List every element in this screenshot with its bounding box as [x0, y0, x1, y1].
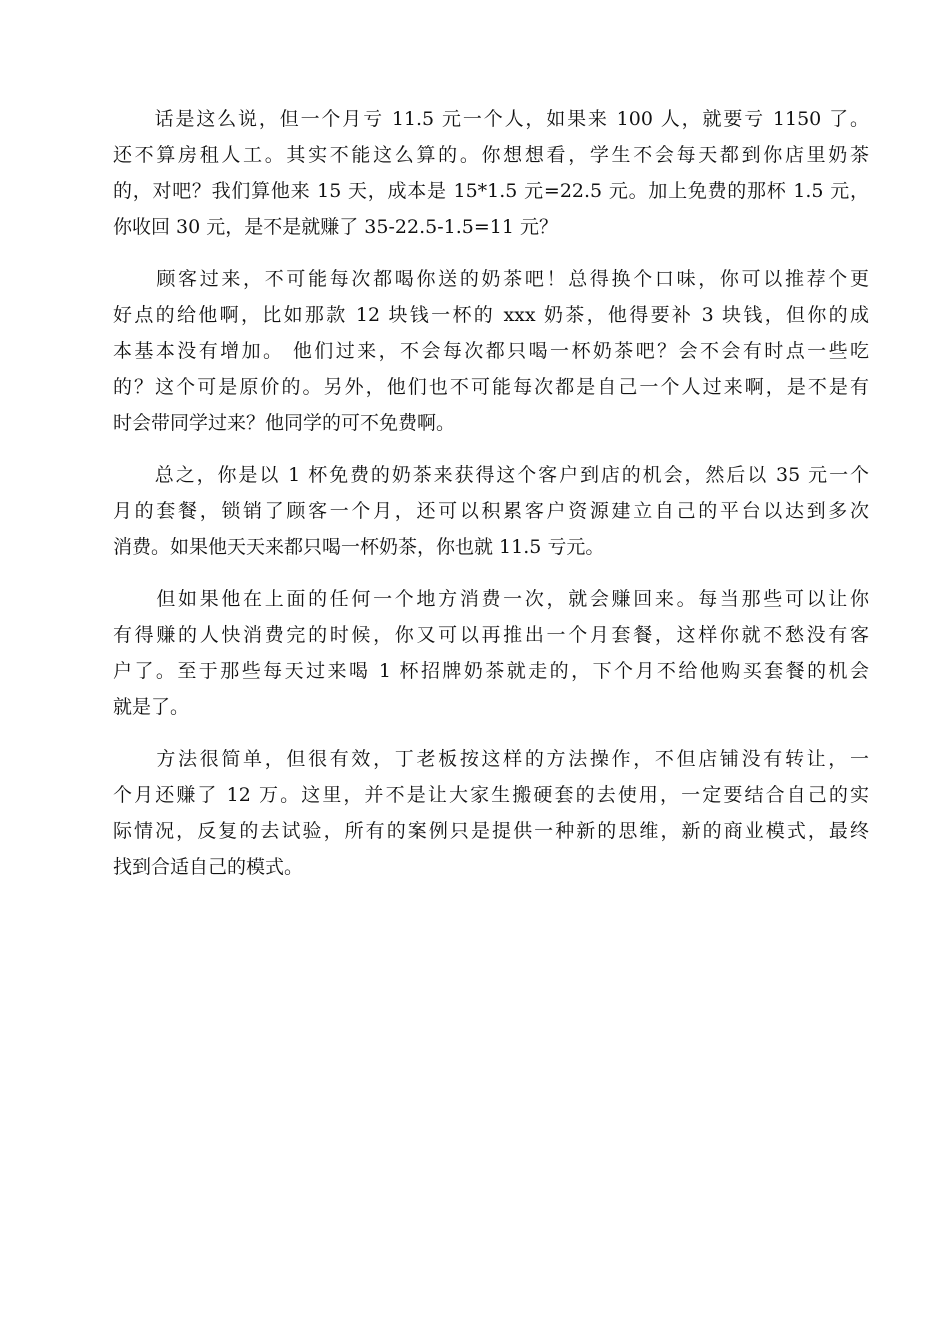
text-line: 月的套餐，锁销了顾客一个月，还可以积累客户资源建立自己的平台以达到多次	[113, 500, 869, 522]
text-line: 个月还赚了 12 万。这里，并不是让大家生搬硬套的去使用，一定要结合自己的实	[113, 784, 869, 806]
text-line: 还不算房租人工。其实不能这么算的。你想想看，学生不会每天都到你店里奶茶	[113, 144, 869, 166]
text-line: 话是这么说，但一个月亏 11.5 元一个人，如果来 100 人，就要亏 1150 了。	[113, 108, 869, 130]
text-line: 顾客过来，不可能每次都喝你送的奶茶吧！总得换个口味，你可以推荐个更	[113, 268, 869, 290]
paragraph-4	[113, 581, 869, 725]
text-line: 际情况，反复的去试验，所有的案例只是提供一种新的思维，新的商业模式，最终	[113, 820, 869, 842]
text-line: 就是了。	[113, 696, 190, 718]
text-line: 本基本没有增加。 他们过来，不会每次都只喝一杯奶茶吧？会不会有时点一些吃	[113, 340, 869, 362]
document-body	[113, 101, 869, 901]
text-line: 你收回 30 元，是不是就赚了 35-22.5-1.5=11 元？	[113, 216, 558, 238]
text-line: 时会带同学过来？他同学的可不免费啊。	[113, 412, 456, 434]
paragraph-3	[113, 457, 869, 565]
text-line: 找到合适自己的模式。	[113, 856, 304, 878]
text-line: 有得赚的人快消费完的时候，你又可以再推出一个月套餐，这样你就不愁没有客	[113, 624, 869, 646]
text-line: 消费。如果他天天来都只喝一杯奶茶，你也就 11.5 亏元。	[113, 536, 605, 558]
text-line: 方法很简单，但很有效，丁老板按这样的方法操作，不但店铺没有转让，一	[113, 748, 869, 770]
text-line: 总之，你是以 1 杯免费的奶茶来获得这个客户到店的机会，然后以 35 元一个	[113, 464, 869, 486]
text-line: 好点的给他啊，比如那款 12 块钱一杯的 xxx 奶茶，他得要补 3 块钱，但你的成	[113, 304, 869, 326]
paragraph-2	[113, 261, 869, 441]
text-line: 的，对吧？我们算他来 15 天，成本是 15*1.5 元=22.5 元。加上免费的那杯 1.5 元，	[113, 180, 869, 202]
paragraph-5	[113, 741, 869, 885]
text-line: 户了。至于那些每天过来喝 1 杯招牌奶茶就走的，下个月不给他购买套餐的机会	[113, 660, 869, 682]
paragraph-1	[113, 101, 869, 245]
text-line: 的？这个可是原价的。另外，他们也不可能每次都是自己一个人过来啊，是不是有	[113, 376, 869, 398]
text-line: 但如果他在上面的任何一个地方消费一次，就会赚回来。每当那些可以让你	[113, 588, 869, 610]
